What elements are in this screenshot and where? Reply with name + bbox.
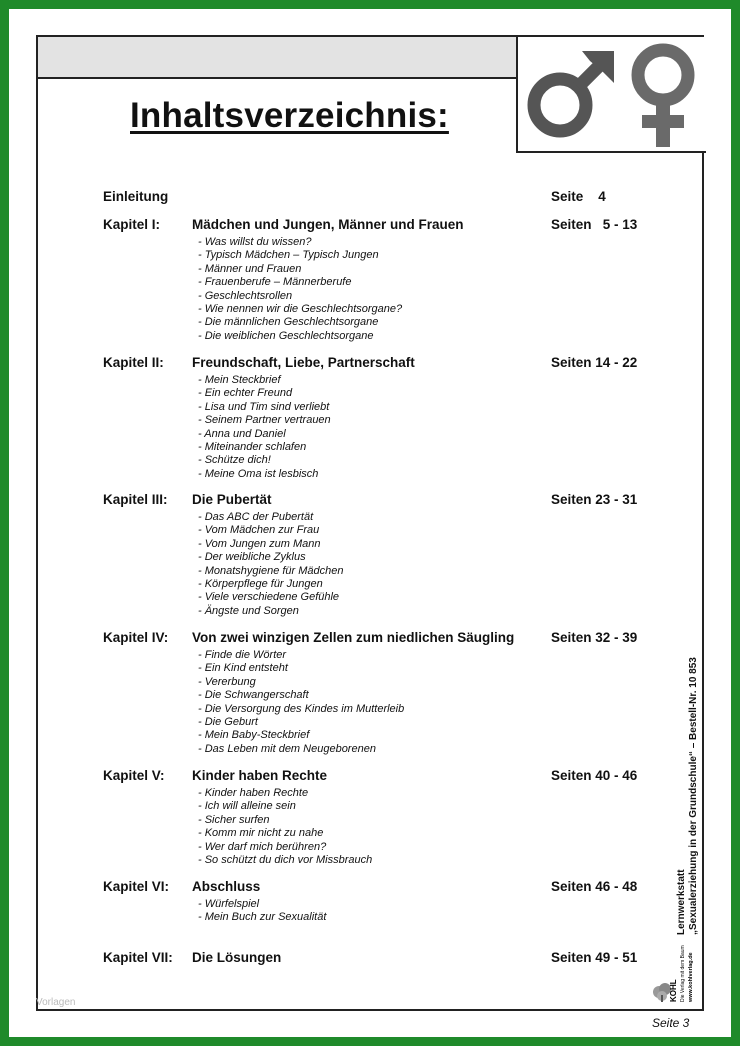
series-label: Lernwerkstatt bbox=[676, 869, 687, 935]
book-title-order-number: „Sexualerziehung in der Grundschule“ – Bestell-Nr. 10 853 bbox=[688, 657, 699, 935]
watermark: Vorlagen bbox=[36, 997, 76, 1008]
logo-name: KOHL bbox=[669, 979, 678, 1002]
page-number: Seite 3 bbox=[652, 1016, 690, 1030]
chapter-title: Mädchen und Jungen, Männer und Frauen bbox=[192, 217, 464, 232]
chapter-subitem: - Körperpflege für Jungen bbox=[198, 578, 323, 590]
chapter-subitem: - Der weibliche Zyklus bbox=[198, 551, 306, 564]
female-symbol-icon bbox=[638, 50, 688, 147]
chapter-label: Kapitel V: bbox=[103, 768, 165, 783]
chapter-label: Kapitel II: bbox=[103, 355, 164, 370]
chapter-subitem: - Schütze dich! bbox=[198, 454, 271, 467]
chapter-title: Die Lösungen bbox=[192, 950, 282, 965]
chapter-label: Kapitel IV: bbox=[103, 630, 169, 645]
chapter-subitem: - Das ABC der Pubertät bbox=[198, 511, 314, 523]
chapter-subitem: - Die Geburt bbox=[198, 716, 258, 728]
page-title: Inhaltsverzeichnis: bbox=[130, 96, 449, 135]
chapter-subitem: - Wie nennen wir die Geschlechtsorgane? bbox=[198, 303, 403, 315]
chapter-subitem: - Kinder haben Rechte bbox=[198, 787, 309, 799]
chapter-subitem: - Mein Steckbrief bbox=[198, 374, 281, 386]
chapter-title: Die Pubertät bbox=[192, 492, 272, 507]
chapter-subitem: - Frauenberufe – Männerberufe bbox=[198, 276, 352, 289]
chapter-subitem: - Vom Jungen zum Mann bbox=[198, 537, 321, 550]
chapter-subitem: - Wer darf mich berühren? bbox=[198, 840, 327, 853]
chapter-label: Kapitel III: bbox=[103, 492, 168, 507]
chapter-pages: Seiten 32 - 39 bbox=[551, 630, 638, 645]
publisher-logo bbox=[650, 940, 700, 1002]
chapter-subitem: - Ängste und Sorgen bbox=[198, 604, 299, 617]
chapter-subitem: - Vererbung bbox=[198, 675, 256, 688]
chapter-label: Kapitel I: bbox=[103, 217, 161, 232]
chapter-pages: Seiten 46 - 48 bbox=[551, 879, 638, 894]
chapter-subitem: - Würfelspiel bbox=[198, 898, 260, 910]
intro-pages: Seite 4 bbox=[551, 189, 606, 204]
chapter-subitem: - Männer und Frauen bbox=[198, 262, 302, 275]
chapter-title: Von zwei winzigen Zellen zum niedlichen Säugling bbox=[192, 630, 515, 645]
logo-tagline: Die Verlag mit dem Baum bbox=[680, 945, 686, 1002]
chapter-subitem: - Ein echter Freund bbox=[198, 387, 293, 400]
chapter-subitem: - Miteinander schlafen bbox=[198, 441, 307, 453]
chapter-title: Kinder haben Rechte bbox=[192, 768, 328, 783]
chapter-subitem: - Ein Kind entsteht bbox=[198, 662, 288, 675]
logo-url: www.kohlverlag.de bbox=[688, 952, 694, 1002]
chapter-title: Abschluss bbox=[192, 879, 261, 894]
chapter-subitem: - Lisa und Tim sind verliebt bbox=[198, 400, 330, 413]
chapter-subitem: - Die weiblichen Geschlechtsorgane bbox=[198, 329, 374, 342]
chapter-subitem: - Seinem Partner vertrauen bbox=[198, 414, 331, 427]
chapter-subitem: - Mein Buch zur Sexualität bbox=[198, 911, 327, 924]
chapter-subitem: - Was willst du wissen? bbox=[198, 236, 312, 248]
chapter-subitem: - Die männlichen Geschlechtsorgane bbox=[198, 316, 379, 329]
chapter-subitem: - Monatshygiene für Mädchen bbox=[198, 564, 344, 577]
chapter-subitem: - Die Versorgung des Kindes im Mutterleib bbox=[198, 702, 405, 715]
male-symbol-icon bbox=[534, 51, 614, 131]
chapter-subitem: - Mein Baby-Steckbrief bbox=[198, 729, 310, 742]
chapter-subitem: - Anna und Daniel bbox=[198, 427, 286, 440]
chapter-pages: Seiten 14 - 22 bbox=[551, 355, 638, 370]
chapter-pages: Seiten 49 - 51 bbox=[551, 950, 638, 965]
chapter-subitem: - Die Schwangerschaft bbox=[198, 689, 309, 702]
gender-symbols-box bbox=[516, 37, 706, 153]
chapter-subitem: - Geschlechtsrollen bbox=[198, 289, 293, 302]
chapter-title: Freundschaft, Liebe, Partnerschaft bbox=[192, 355, 415, 370]
chapter-subitem: - So schützt du dich vor Missbrauch bbox=[198, 854, 373, 866]
chapter-subitem: - Komm mir nicht zu nahe bbox=[198, 827, 324, 840]
chapter-pages: Seiten 23 - 31 bbox=[551, 492, 638, 507]
header-band bbox=[38, 37, 516, 79]
chapter-subitem: - Finde die Wörter bbox=[198, 649, 287, 661]
chapter-pages: Seiten 5 - 13 bbox=[551, 217, 638, 232]
chapter-label: Kapitel VI: bbox=[103, 879, 170, 894]
chapter-subitem: - Ich will alleine sein bbox=[198, 800, 296, 813]
chapter-subitem: - Sicher surfen bbox=[198, 813, 270, 826]
chapter-subitem: - Vom Mädchen zur Frau bbox=[198, 524, 320, 537]
chapter-subitem: - Typisch Mädchen – Typisch Jungen bbox=[198, 249, 379, 262]
chapter-subitem: - Meine Oma ist lesbisch bbox=[198, 467, 319, 480]
intro-label: Einleitung bbox=[103, 189, 169, 204]
chapter-pages: Seiten 40 - 46 bbox=[551, 768, 638, 783]
chapter-subitem: - Das Leben mit dem Neugeborenen bbox=[198, 742, 376, 755]
chapter-subitem: - Viele verschiedene Gefühle bbox=[198, 591, 340, 604]
chapter-label: Kapitel VII: bbox=[103, 950, 173, 965]
